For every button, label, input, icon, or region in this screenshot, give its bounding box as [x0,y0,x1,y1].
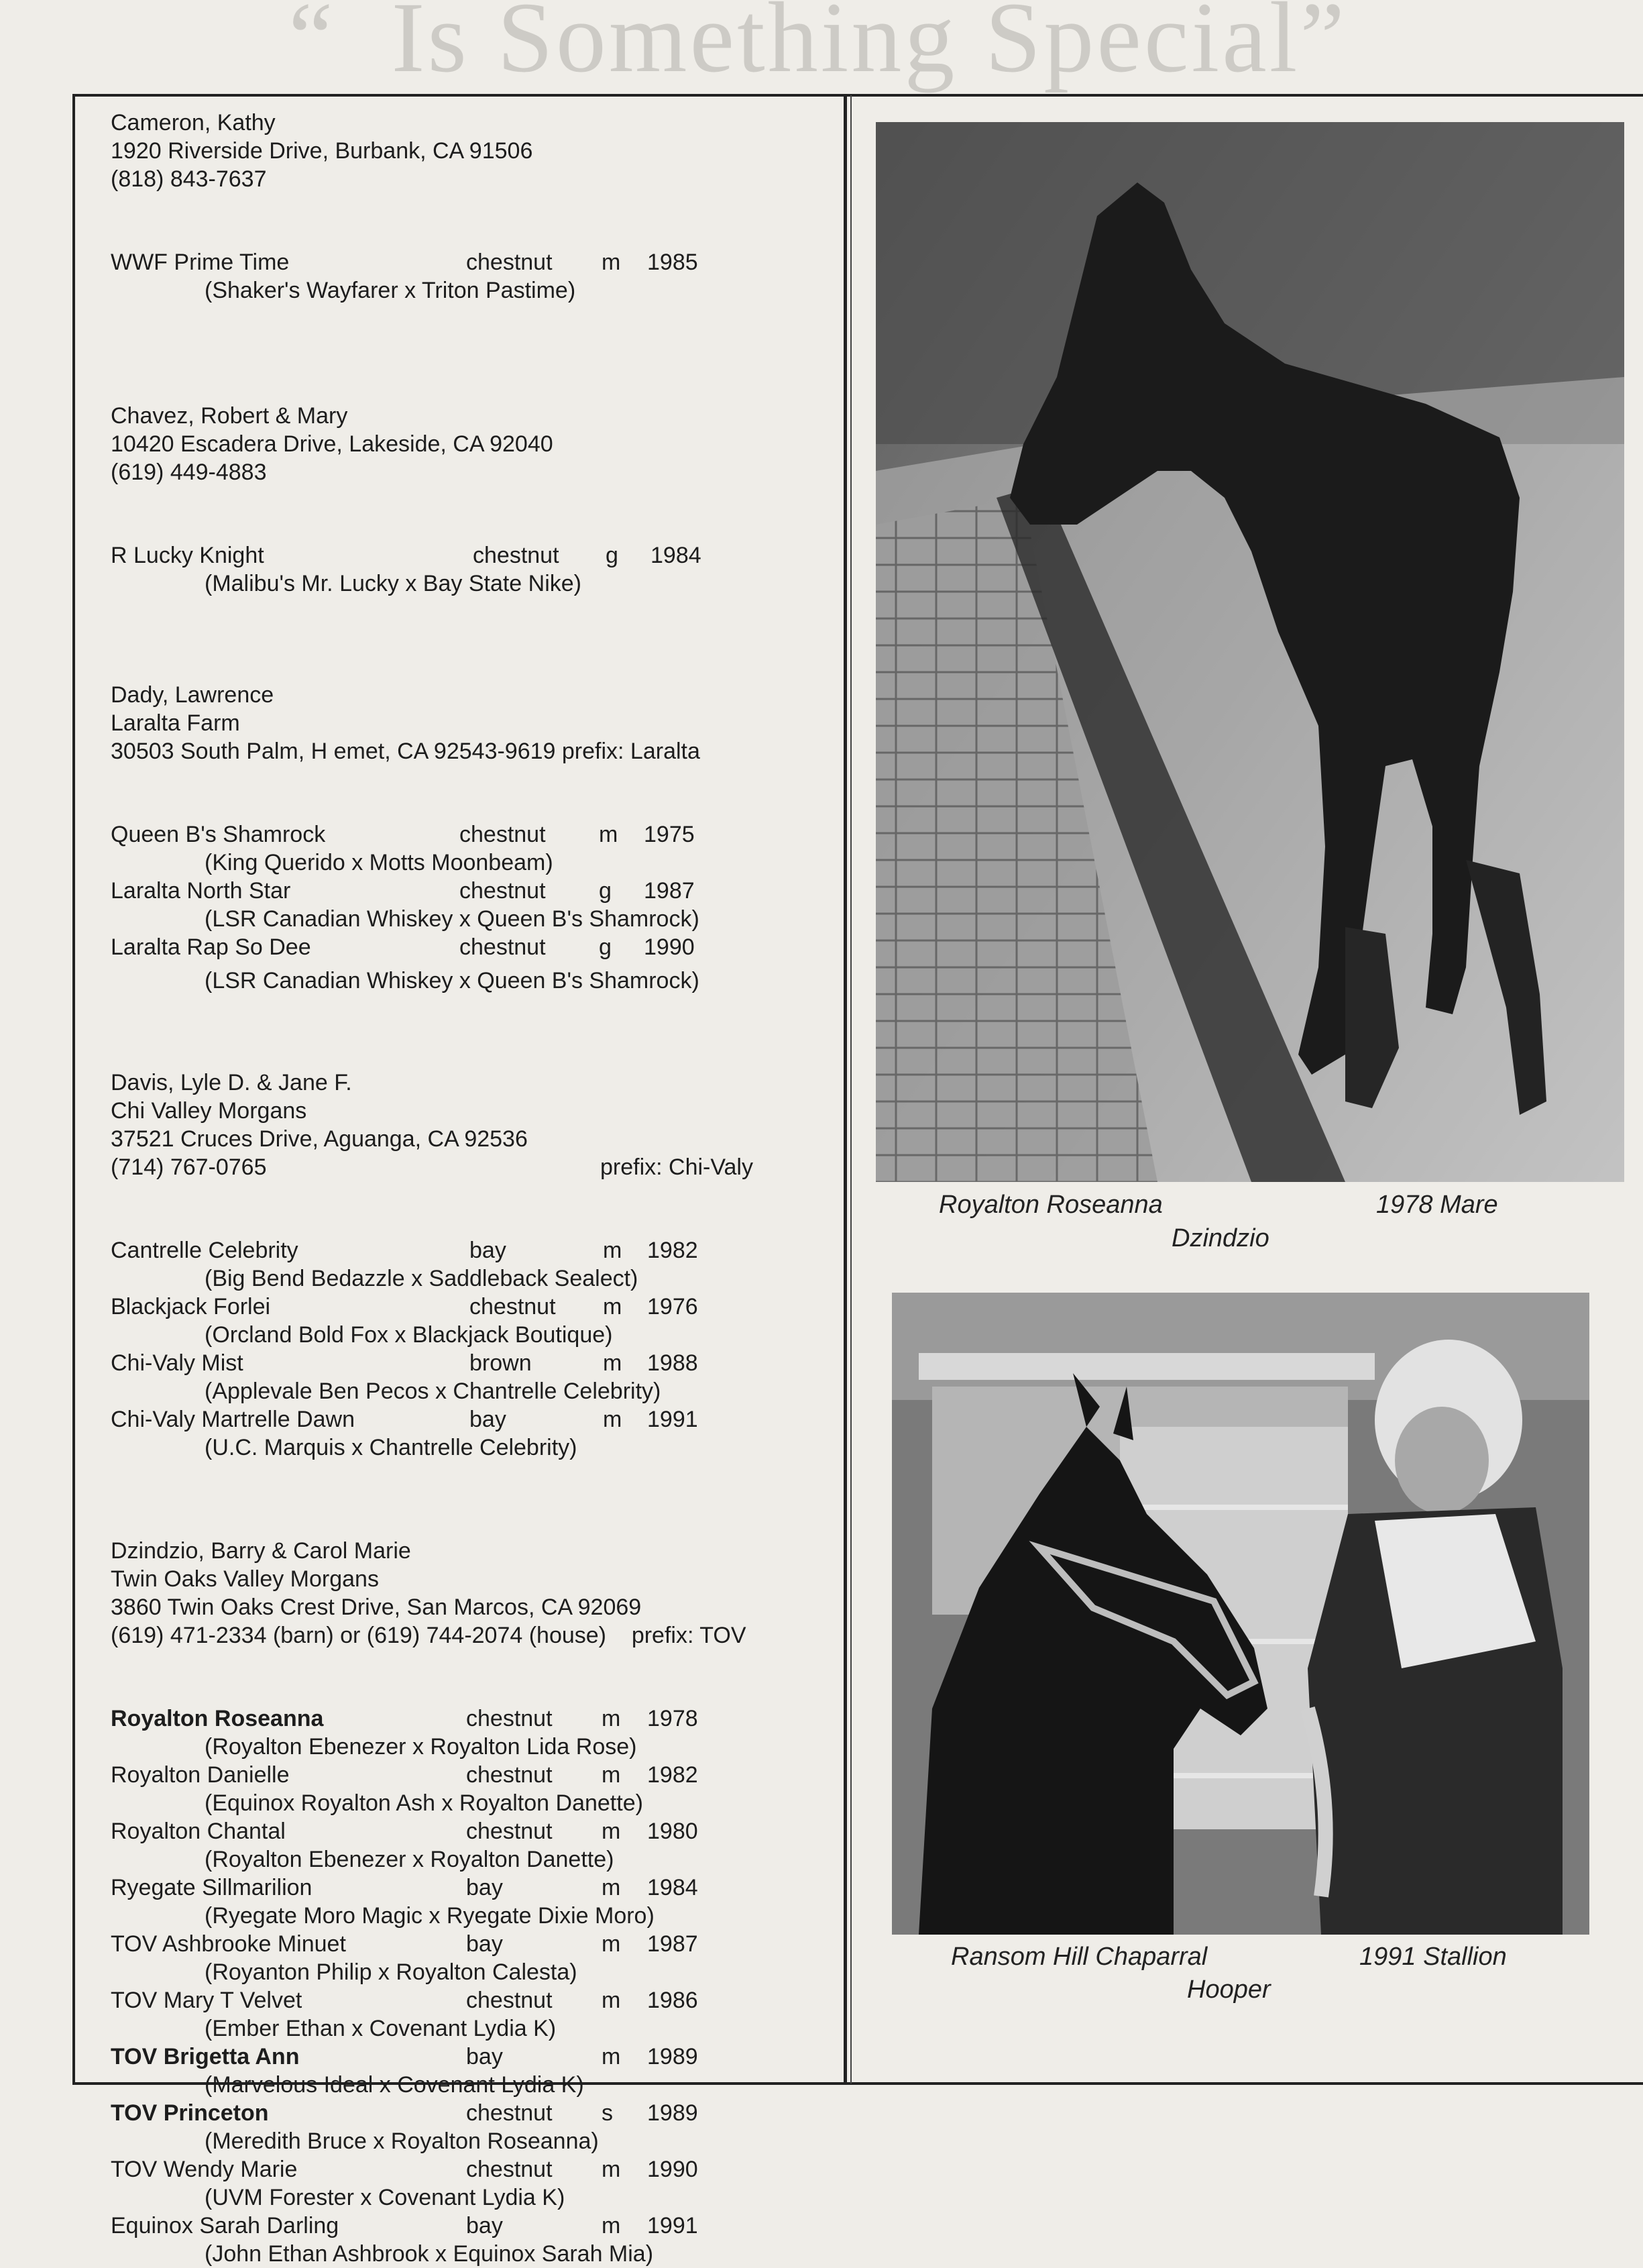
horse-color: chestnut [469,1294,556,1319]
horse-sex: m [602,1931,621,1957]
photo-caption-name: Royalton Roseanna [939,1191,1163,1219]
owner-entry [111,1069,828,1462]
horse-color: bay [466,2213,503,2238]
horse-pedigree: (Orcland Bold Fox x Blackjack Boutique) [205,1322,613,1348]
horse-year: 1982 [647,1238,698,1263]
photo-caption-detail: 1991 Stallion [1359,1943,1507,1971]
horse-sex: g [599,934,612,960]
owner-name: Davis, Lyle D. & Jane F. [111,1070,352,1095]
horse-year: 1984 [650,543,701,568]
horse-pedigree: (Marvelous Ideal x Covenant Lydia K) [205,2072,584,2098]
horse-row [111,2043,828,2071]
horse-sex: m [603,1350,622,1376]
horse-color: chestnut [466,1706,553,1731]
horse-row [111,820,828,849]
horse-row [111,1761,828,1789]
horse-color: chestnut [473,543,559,568]
horse-color: chestnut [459,878,546,904]
photo-caption-owner: Hooper [1187,1976,1271,2004]
owner-farm: Twin Oaks Valley Morgans [111,1566,379,1592]
horse-name: TOV Wendy Marie [111,2157,298,2182]
owner-address: 37521 Cruces Drive, Aguanga, CA 92536 [111,1126,528,1152]
horse-pedigree: (UVM Forester x Covenant Lydia K) [205,2185,565,2210]
horse-color: bay [466,1931,503,1957]
horse-row [111,2155,828,2183]
horse-row [111,2099,828,2127]
horse-sex: m [602,2213,621,2238]
horse-name: Chi-Valy Mist [111,1350,243,1376]
horse-photo-ransom-hill-chaparral [892,1293,1589,1935]
horse-sex: m [602,1988,621,2013]
horse-sex: m [602,250,621,275]
horse-sex: m [602,1762,621,1788]
horse-year: 1989 [647,2100,698,2126]
owner-prefix: prefix: TOV [631,1623,746,1648]
photo-caption-owner: Dzindzio [1172,1224,1269,1252]
owner-farm: Laralta Farm [111,710,240,736]
horse-color: chestnut [466,2157,553,2182]
owner-address: 3860 Twin Oaks Crest Drive, San Marcos, CA 92069 [111,1595,642,1620]
horse-color: bay [469,1407,506,1432]
owner-address: 1920 Riverside Drive, Burbank, CA 91506 [111,138,533,164]
horse-name: Laralta Rap So Dee [111,934,311,960]
horse-color: chestnut [466,250,553,275]
horse-color: bay [469,1238,506,1263]
horse-name: Ryegate Sillmarilion [111,1875,313,1900]
horse-year: 1978 [647,1706,698,1731]
horse-pedigree: (King Querido x Motts Moonbeam) [205,850,553,875]
horse-pedigree: (Shaker's Wayfarer x Triton Pastime) [205,278,576,303]
horse-photo-image [876,122,1624,1182]
horse-photo-royalton-roseanna [876,122,1624,1182]
horse-row [111,1349,828,1377]
horse-name: TOV Mary T Velvet [111,1988,302,2013]
owner-address: 30503 South Palm, H emet, CA 92543-9619 [111,739,556,764]
horse-name: Royalton Roseanna [111,1706,324,1731]
horse-pedigree: (Big Bend Bedazzle x Saddleback Sealect) [205,1266,638,1291]
horse-year: 1987 [644,878,695,904]
horse-pedigree: (Meredith Bruce x Royalton Roseanna) [205,2128,599,2154]
horse-color: chestnut [459,934,546,960]
owner-farm: Chi Valley Morgans [111,1098,307,1124]
horse-year: 1985 [647,250,698,275]
horse-sex: m [602,2044,621,2069]
horse-sex: g [599,878,612,904]
horse-name: TOV Princeton [111,2100,269,2126]
owner-name: Dady, Lawrence [111,682,274,708]
horse-sex: m [599,822,618,847]
horse-color: bay [466,2044,503,2069]
horse-name: Equinox Sarah Darling [111,2213,339,2238]
owner-entry [111,681,828,995]
horse-sex: m [602,1819,621,1844]
horse-row [111,2212,828,2240]
owner-phone: (818) 843-7637 [111,166,267,192]
owner-name: Chavez, Robert & Mary [111,403,348,429]
horse-row [111,1874,828,1902]
owner-entry [111,402,828,598]
horse-row [111,1293,828,1321]
horse-row [111,541,828,570]
horse-sex: s [602,2100,613,2126]
horse-color: chestnut [459,822,546,847]
horse-pedigree: (LSR Canadian Whiskey x Queen B's Shamrock) [205,906,699,932]
horse-pedigree: (Malibu's Mr. Lucky x Bay State Nike) [205,571,581,596]
horse-color: chestnut [466,2100,553,2126]
horse-pedigree: (Royalton Ebenezer x Royalton Lida Rose) [205,1734,637,1760]
horse-name: TOV Brigetta Ann [111,2044,300,2069]
horse-year: 1984 [647,1875,698,1900]
horse-sex: g [606,543,618,568]
horse-pedigree: (U.C. Marquis x Chantrelle Celebrity) [205,1435,577,1460]
photo-caption-detail: 1978 Mare [1376,1191,1498,1219]
owner-prefix: prefix: Laralta [561,739,700,764]
owner-phone: (714) 767-0765 [111,1154,267,1180]
horse-pedigree: (Ryegate Moro Magic x Ryegate Dixie Moro) [205,1903,655,1929]
horse-year: 1990 [644,934,695,960]
horse-row [111,1986,828,2014]
horse-row [111,877,828,905]
horse-row [111,1236,828,1264]
horse-pedigree: (Ember Ethan x Covenant Lydia K) [205,2016,557,2041]
horse-year: 1982 [647,1762,698,1788]
horse-sex: m [603,1238,622,1263]
horse-row [111,1705,828,1733]
horse-year: 1991 [647,1407,698,1432]
horse-year: 1987 [647,1931,698,1957]
horse-pedigree: (Royanton Philip x Royalton Calesta) [205,1959,577,1985]
horse-year: 1976 [647,1294,698,1319]
horse-pedigree: (Equinox Royalton Ash x Royalton Danette) [205,1790,643,1816]
horse-row [111,933,828,961]
horse-year: 1975 [644,822,695,847]
horse-name: Laralta North Star [111,878,291,904]
horse-sex: m [602,2157,621,2182]
owner-phone: (619) 471-2334 (barn) or (619) 744-2074 (house) [111,1623,607,1648]
horse-sex: m [602,1706,621,1731]
horse-pedigree: (LSR Canadian Whiskey x Queen B's Shamrock) [205,968,699,993]
horse-pedigree: (Royalton Ebenezer x Royalton Danette) [205,1847,614,1872]
horse-year: 1991 [647,2213,698,2238]
owner-entry [111,109,828,305]
horse-name: R Lucky Knight [111,543,264,568]
foal-photo-image [892,1293,1589,1935]
horse-name: Queen B's Shamrock [111,822,326,847]
owner-entry [111,1537,828,2268]
horse-year: 1988 [647,1350,698,1376]
horse-name: TOV Ashbrooke Minuet [111,1931,346,1957]
horse-color: bay [466,1875,503,1900]
horse-row [111,1930,828,1958]
horse-name: Royalton Danielle [111,1762,290,1788]
horse-name: Royalton Chantal [111,1819,286,1844]
column-divider-inner [850,95,852,2084]
horse-color: chestnut [466,1762,553,1788]
owner-phone: (619) 449-4883 [111,460,267,485]
horse-name: Blackjack Forlei [111,1294,271,1319]
horse-row [111,1817,828,1845]
horse-name: WWF Prime Time [111,250,290,275]
horse-year: 1986 [647,1988,698,2013]
owner-name: Cameron, Kathy [111,110,276,136]
horse-year: 1990 [647,2157,698,2182]
owner-prefix: prefix: Chi-Valy [600,1154,753,1180]
horse-row [111,1405,828,1434]
horse-sex: m [603,1407,622,1432]
horse-row [111,248,828,276]
horse-pedigree: (John Ethan Ashbrook x Equinox Sarah Mia) [205,2241,654,2267]
horse-pedigree: (Applevale Ben Pecos x Chantrelle Celebrity) [205,1379,661,1404]
horse-name: Chi-Valy Martrelle Dawn [111,1407,355,1432]
owner-address: 10420 Escadera Drive, Lakeside, CA 92040 [111,431,553,457]
horse-year: 1980 [647,1819,698,1844]
horse-color: chestnut [466,1988,553,2013]
owner-phone-row [111,1153,828,1181]
owner-address-line [111,737,828,765]
bleed-through-text: “ Is Something Special” [288,0,1348,93]
directory-column [111,109,828,2268]
horse-year: 1989 [647,2044,698,2069]
owner-name: Dzindzio, Barry & Carol Marie [111,1538,411,1564]
column-divider [844,95,847,2084]
horse-sex: m [603,1294,622,1319]
horse-name: Cantrelle Celebrity [111,1238,298,1263]
owner-phone-line [111,1621,828,1650]
horse-color: chestnut [466,1819,553,1844]
horse-color: brown [469,1350,532,1376]
photo-caption-name: Ransom Hill Chaparral [951,1943,1208,1971]
horse-sex: m [602,1875,621,1900]
